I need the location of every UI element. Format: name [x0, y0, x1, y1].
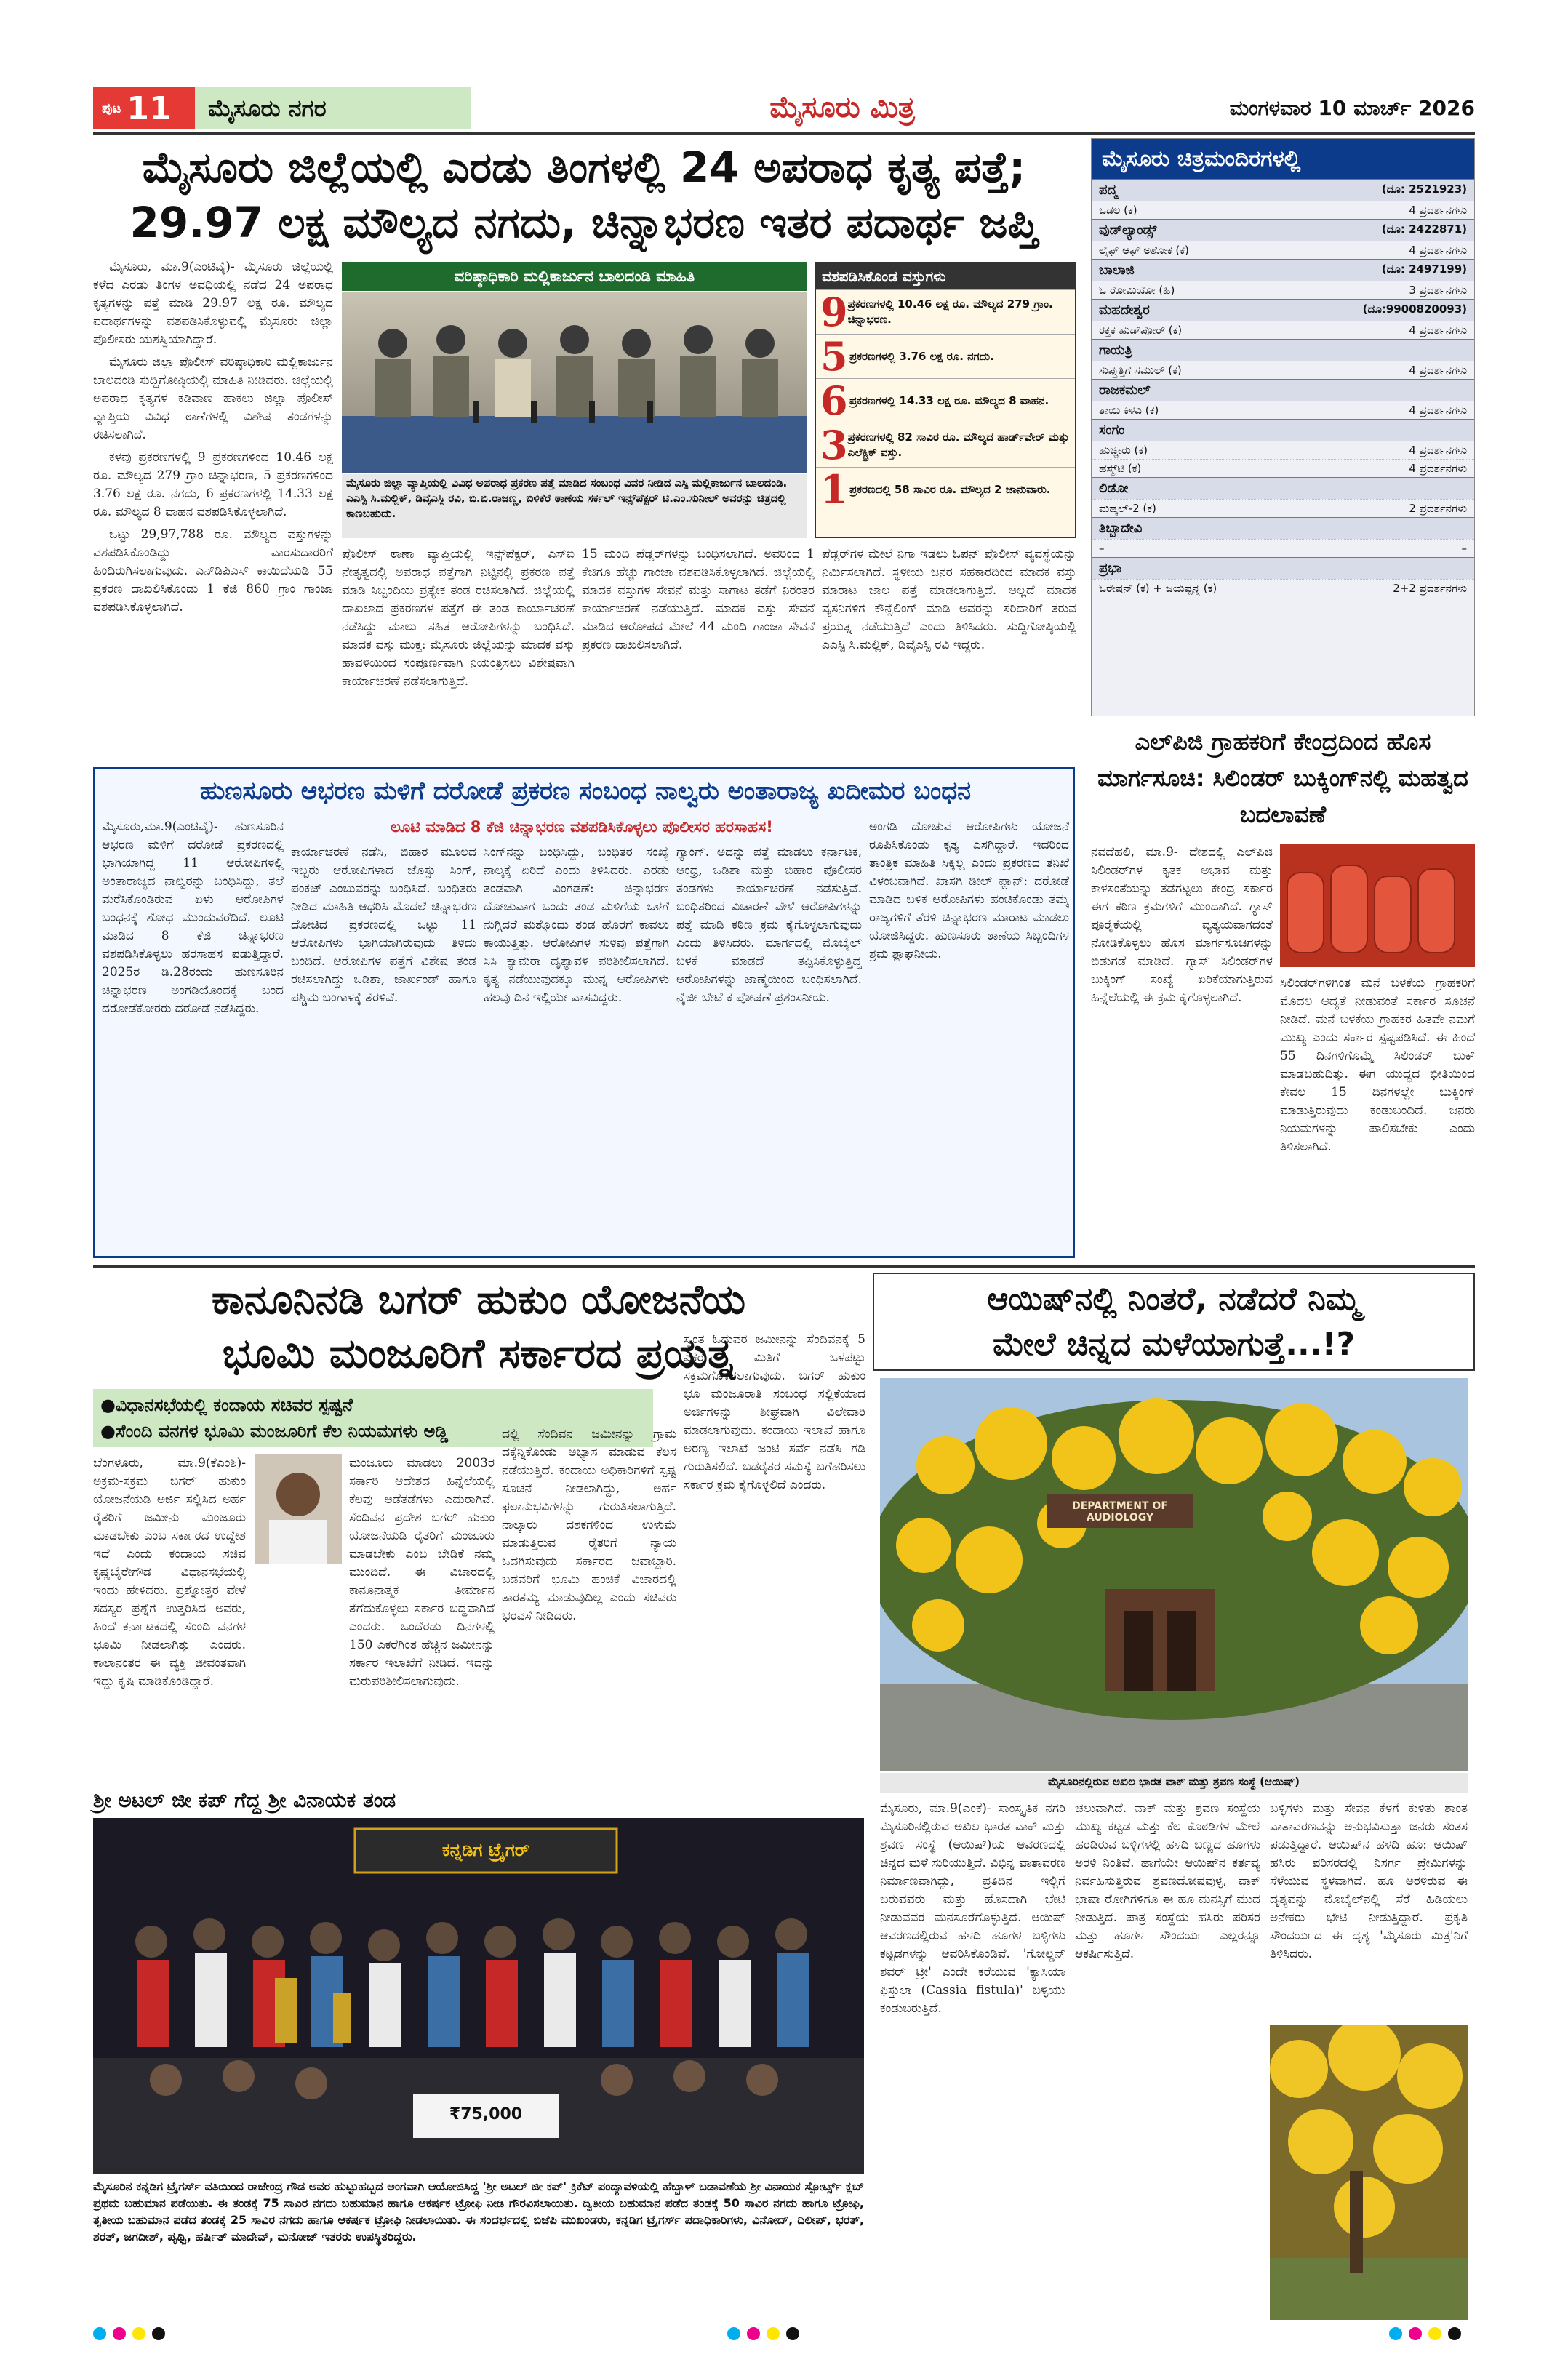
page-prefix: ಪುಟ	[102, 100, 121, 116]
yellow-dot	[132, 2327, 145, 2340]
hunsur-column-1: ಮೈಸೂರು,ಮಾ.9(ಎಂಟಿವೈ)- ಹುಣಸೂರಿನ ಆಭರಣ ಮಳಿಗೆ ದರೋಡೆ ಪ್ರಕರಣದಲ್ಲಿ ಭಾಗಿಯಾಗಿದ್ದ 11 ಆರೋಪಿಗಳಲ್ಲಿ ಅಂತಾರಾಜ್ಯದ ನಾಲ್ವರನ್ನು ಬಂಧಿಸಿದ್ದು, ತಲೆ ಮರೆಸಿಕೊಂಡಿರುವ ಏಳು ಆರೋಪಿಗಳ ಬಂಧನಕ್ಕೆ ಶೋಧ ಮುಂದುವರೆದಿದೆ. ಲೂಟಿ ಮಾಡಿದ 8 ಕೆಜಿ ಚಿನ್ನಾಭರಣ ವಶಪಡಿಸಿಕೊಳ್ಳಲು ಹರಸಾಹಸ ಪಡುತ್ತಿದ್ದಾರೆ. 2025ರ ಡಿ.28ರಂದು ಹುಣಸೂರಿನ ಚಿನ್ನಾಭರಣ ಅಂಗಡಿಯೊಂದಕ್ಕೆ ಬಂದ ದರೋಡೆಕೋರರು ದರೋಡೆ ನಡೆಸಿದ್ದರು.	[102, 820, 284, 1016]
cinema-film-row	[1092, 401, 1474, 419]
cinema-hall-name: ಮಹದೇಶ್ವರ	[1099, 303, 1150, 318]
lead-column-1	[93, 258, 333, 760]
seized-text: ಪ್ರಕರಣಗಳಲ್ಲಿ 82 ಸಾವಿರ ರೂ. ಮೌಲ್ಯದ ಹಾರ್ಡ್‌ವೇರ್ ಮತ್ತು ಎಲೆಕ್ಟ್ರಿಕ್ ವಸ್ತು.	[847, 431, 1069, 459]
lead-column-4: ಪೆಡ್ಲರ್‌ಗಳ ಮೇಲೆ ನಿಗಾ ಇಡಲು ಓಪನ್ ಪೊಲೀಸ್ ವ್ಯವಸ್ಥೆಯನ್ನು ನಿರ್ಮಿಸಲಾಗಿದೆ. ಸ್ಥಳೀಯ ಜನರ ಸಹಕಾರದಿಂದ ಮಾದಕ ವಸ್ತು ಮಾರಾಟ ಜಾಲ ಪತ್ತೆ ಮಾಡಲಾಗುತ್ತಿದೆ. ಅಲ್ಲದೆ ಮಾದಕ ವ್ಯಸನಿಗಳಿಗೆ ಕೌನ್ಸೆಲಿಂಗ್ ಮಾಡಿ ಅವರನ್ನು ಸರಿದಾರಿಗೆ ತರುವ ಪ್ರಯತ್ನ ನಡೆಯುತ್ತಿದೆ ಎಂದು ತಿಳಿಸಿದರು. ಸುದ್ದಿಗೋಷ್ಠಿಯಲ್ಲಿ ಎಎಸ್ಪಿ ಸಿ.ಮಲ್ಲಿಕ್, ಡಿವೈಎಸ್ಪಿ ರವಿ ಇದ್ದರು.	[822, 547, 1076, 652]
cinema-hall-header	[1092, 517, 1474, 539]
film-shows: 3 ಪ್ರದರ್ಶನಗಳು	[1409, 284, 1467, 297]
black-dot	[1448, 2327, 1461, 2340]
seized-count: 5	[820, 333, 848, 380]
issue-date: ಮಂಗಳವಾರ 10 ಮಾರ್ಚ್ 2026	[1229, 96, 1475, 120]
seized-text: ಪ್ರಕರಣಗಳಲ್ಲಿ 3.76 ಲಕ್ಷ ರೂ. ನಗದು.	[849, 349, 994, 363]
film-title: ಓ ರೋಮಿಯೋ (ಹಿ)	[1099, 284, 1175, 297]
hunsur-column-5: ಅಂಗಡಿ ದೋಚುವ ಆರೋಪಿಗಳು ಯೋಜನೆ ರೂಪಿಸಿಕೊಂಡು ಕೃತ್ಯ ಎಸಗಿದ್ದಾರೆ. ಇದರಿಂದ ತಾಂತ್ರಿಕ ಮಾಹಿತಿ ಸಿಕ್ಕಿಲ್ಲ ಎಂದು ಪ್ರಕರಣದ ತನಿಖೆ ವಿಳಂಬವಾಗಿದೆ. ಖಾಸಗಿ ಡೀಲ್ ಪ್ಲಾನ್: ದರೋಡೆ ಮಾಡಿದ ಬಳಿಕ ಆರೋಪಿಗಳು ಹಂಚಿಕೊಂಡು ತಮ್ಮ ರಾಜ್ಯಗಳಿಗೆ ತೆರಳಿ ಚಿನ್ನಾಭರಣ ಮಾರಾಟ ಮಾಡಲು ಯೋಜಿಸಿದ್ದರು. ಹುಣಸೂರು ಠಾಣೆಯ ಸಿಬ್ಬಂದಿಗಳ ಶ್ರಮ ಶ್ಲಾಘನೀಯ.	[869, 820, 1069, 961]
seized-count: 6	[820, 377, 848, 424]
golden-tree-illustration	[1270, 2025, 1468, 2320]
lead-column-2: ಪೊಲೀಸ್ ಠಾಣಾ ವ್ಯಾಪ್ತಿಯಲ್ಲಿ ಇನ್ಸ್‌ಪೆಕ್ಟರ್, ಎಸ್‌ಐ ನೇತೃತ್ವದಲ್ಲಿ ಅಪರಾಧ ಪತ್ತೆಗಾಗಿ ನಿಟ್ಟಿನಲ್ಲಿ ಪ್ರಕರಣ ಪತ್ತೆ ಮಾಡಿ ಸಿಬ್ಬಂದಿಯ ಪ್ರತ್ಯೇಕ ತಂಡ ರಚಿಸಲಾಗಿದೆ. ಜಿಲ್ಲೆಯಲ್ಲಿ ದಾಖಲಾದ ಪ್ರಕರಣಗಳ ಪತ್ತೆಗೆ ಈ ತಂಡ ಕಾರ್ಯಾಚರಣೆ ನಡೆಸಿದ್ದು ಮಾಲು ಸಹಿತ ಆರೋಪಿಗಳನ್ನು ಬಂಧಿಸಿದೆ. ಮಾದಕ ವಸ್ತು ಮುಕ್ತ: ಮೈಸೂರು ಜಿಲ್ಲೆಯನ್ನು ಮಾದಕ ವಸ್ತು ಹಾವಳಿಯಿಂದ ಸಂಪೂರ್ಣವಾಗಿ ನಿಯಂತ್ರಿಸಲು ವಿಶೇಷವಾಗಿ ಕಾರ್ಯಾಚರಣೆ ನಡೆಸಲಾಗುತ್ತಿದೆ.	[342, 547, 575, 689]
cinema-hall-header	[1092, 179, 1474, 201]
golden-headline-box	[873, 1273, 1475, 1371]
lead-para-2: ಮೈಸೂರು ಜಿಲ್ಲಾ ಪೊಲೀಸ್ ವರಿಷ್ಠಾಧಿಕಾರಿ ಮಲ್ಲಿಕಾರ್ಜುನ ಬಾಲದಂಡಿ ಸುದ್ದಿಗೋಷ್ಠಿಯಲ್ಲಿ ಮಾಹಿತಿ ನೀಡಿದರು. ಜಿಲ್ಲೆಯಲ್ಲಿ ಅಪರಾಧ ಕೃತ್ಯಗಳ ಕಡಿವಾಣ ಹಾಕಲು ಜಿಲ್ಲಾ ಪೊಲೀಸ್ ವ್ಯಾಪ್ತಿಯ ವಿವಿಧ ಠಾಣೆಗಳಲ್ಲಿ ವಿಶೇಷ ತಂಡಗಳನ್ನು ರಚಿಸಲಾಗಿದೆ.	[93, 355, 333, 442]
cinema-film-row	[1092, 459, 1474, 477]
aiish-building-photo	[880, 1378, 1468, 1771]
lead-column-3: 15 ಮಂದಿ ಪೆಡ್ಲರ್‌ಗಳನ್ನು ಬಂಧಿಸಲಾಗಿದೆ. ಅವರಿಂದ 1 ಕೆಜಿಗೂ ಹೆಚ್ಚು ಗಾಂಜಾ ವಶಪಡಿಸಿಕೊಳ್ಳಲಾಗಿದೆ. ಜಿಲ್ಲೆಯಲ್ಲಿ ಮಾದಕ ವಸ್ತುಗಳ ಸೇವನೆ ಮತ್ತು ಸಾಗಾಟ ತಡೆಗೆ ನಿರಂತರ ಕಾರ್ಯಾಚರಣೆ ನಡೆಯುತ್ತಿದೆ. ಮಾದಕ ವಸ್ತು ಸೇವನೆ ಮಾಡಿದ ಆರೋಪದ ಮೇಲೆ 44 ಮಂದಿ ಗಾಂಜಾ ಸೇವನೆ ಪ್ರಕರಣ ದಾಖಲಿಸಲಾಗಿದೆ.	[582, 547, 815, 652]
mid-rule	[93, 1265, 1475, 1268]
film-title: ತಾಯಿ ಕಿಳವಿ (ಕ)	[1099, 404, 1159, 417]
color-register-marks-left	[93, 2327, 172, 2343]
cinema-film-row	[1092, 321, 1474, 339]
housing-column-3: ದಲ್ಲಿ ಸೆಂದಿವನ ಜಮೀನನ್ನು ಗ್ರಾಮ ದಕ್ಕೆನ್ನಿಕೊಂಡು ಅಭ್ಯಾಸ ಮಾಡುವ ಕೆಲಸ ನಡೆಯುತ್ತಿದೆ. ಕಂದಾಯ ಅಧಿಕಾರಿಗಳಿಗೆ ಸ್ಪಷ್ಟ ಸೂಚನೆ ನೀಡಲಾಗಿದ್ದು, ಅರ್ಹ ಫಲಾನುಭವಿಗಳನ್ನು ಗುರುತಿಸಲಾಗುತ್ತಿದೆ. ನಾಲ್ಕಾರು ದಶಕಗಳಿಂದ ಉಳುಮೆ ಮಾಡುತ್ತಿರುವ ರೈತರಿಗೆ ನ್ಯಾಯ ಒದಗಿಸುವುದು ಸರ್ಕಾರದ ಜವಾಬ್ದಾರಿ. ಬಡವರಿಗೆ ಭೂಮಿ ಹಂಚಿಕೆ ವಿಚಾರದಲ್ಲಿ ತಾರತಮ್ಯ ಮಾಡುವುದಿಲ್ಲ ಎಂದು ಸಚಿವರು ಭರವಸೆ ನೀಡಿದರು.	[502, 1427, 676, 1623]
cinema-list	[1092, 179, 1474, 597]
cinema-film-row	[1092, 281, 1474, 299]
aiish-building-illustration	[880, 1378, 1468, 1771]
cyan-dot	[93, 2327, 106, 2340]
golden-column-3: ಬಳ್ಳಿಗಳು ಮತ್ತು ಸೇವನ ಕೆಳಗೆ ಕುಳಿತು ಶಾಂತ ವಾತಾವರಣವನ್ನು ಅನುಭವಿಸುತ್ತಾ ಜನರು ಸಂತಸ ಪಡುತ್ತಿದ್ದಾರೆ. ಆಯಿಷ್‌ನ ಹಳದಿ ಹೂ: ಆಯಿಷ್ ಹಸಿರು ಪರಿಸರದಲ್ಲಿ ನಿಸರ್ಗ ಪ್ರೇಮಿಗಳನ್ನು ಸೆಳೆಯುವ ಸ್ಥಳವಾಗಿದೆ. ಹೂ ಅರಳಿರುವ ಈ ದೃಶ್ಯವನ್ನು ಮೊಬೈಲ್‌ನಲ್ಲಿ ಸೆರೆ ಹಿಡಿಯಲು ಅನೇಕರು ಭೇಟಿ ನೀಡುತ್ತಿದ್ದಾರೆ. ಪ್ರಕೃತಿ ಸೌಂದರ್ಯದ ಈ ದೃಶ್ಯ 'ಮೈಸೂರು ಮಿತ್ರ'ನಿಗೆ ತಿಳಿಸಿದರು.	[1270, 1801, 1468, 1961]
film-shows: –	[1461, 542, 1467, 555]
cyan-dot	[1389, 2327, 1402, 2340]
film-shows: 4 ಪ್ರದರ್ಶನಗಳು	[1409, 324, 1467, 337]
film-shows: 4 ಪ್ರದರ್ಶನಗಳು	[1409, 462, 1467, 475]
film-shows: 4 ಪ್ರದರ್ಶನಗಳು	[1409, 244, 1467, 257]
cheque-amount: ₹75,000	[449, 2105, 523, 2123]
sports-headline: ಶ್ರೀ ಅಟಲ್ ಜೀ ಕಪ್ ಗೆದ್ದ ಶ್ರೀ ವಿನಾಯಕ ತಂಡ	[93, 1788, 396, 1812]
golden-headline-1: ಆಯಿಷ್‌ನಲ್ಲಿ ನಿಂತರೆ, ನಡೆದರೆ ನಿಮ್ಮ	[987, 1281, 1361, 1318]
press-meet-photo	[342, 292, 807, 473]
seized-title: ವಶಪಡಿಸಿಕೊಂಡ ವಸ್ತುಗಳು	[816, 263, 1075, 289]
seized-count: 9	[820, 289, 848, 335]
hunsur-column-4: ಗ್ಯಾಂಗ್. ಅದನ್ನು ಪತ್ತೆ ಮಾಡಲು ಕರ್ನಾಟಕ, ಆಂಧ್ರ, ಒಡಿಶಾ ಮತ್ತು ಬಿಹಾರ ಪೊಲೀಸರ ತಂಡಗಳು ಕಾರ್ಯಾಚರಣೆ ನಡೆಸುತ್ತಿವೆ. ಬಂಧಿತರಿಂದ ವಿಚಾರಣೆ ವೇಳೆ ಆರೋಪಿಗಳನ್ನು ಪತ್ತೆ ಮಾಡಿ ಕಠಿಣ ಕ್ರಮ ಕೈಗೊಳ್ಳಲಾಗುವುದು ಎಂದು ತಿಳಿಸಿದರು. ಮಾರ್ಗದಲ್ಲಿ ಮೊಬೈಲ್ ಬಳಕೆ ಮಾಡದೆ ತಪ್ಪಿಸಿಕೊಳ್ಳುತ್ತಿದ್ದ ಆರೋಪಿಗಳನ್ನು ಜಾಣ್ಮೆಯಿಂದ ಬಂಧಿಸಲಾಗಿದೆ. ನೈಜೀ ಬೇಟೆ ಕ ಪೋಷಣೆ ಪ್ರಶಂಸನೀಯ.	[676, 845, 862, 1005]
seized-box	[815, 262, 1076, 538]
film-title: ಹಸ್ಮ್‌ಟಿ (ಕ)	[1099, 462, 1142, 475]
cinema-hall-name: ಪದ್ಮ	[1099, 183, 1118, 198]
film-title: ಲೈಫ್ ಆಫ್ ಅಶೋಕ (ಕ)	[1099, 244, 1189, 257]
cinema-title: ಮೈಸೂರು ಚಿತ್ರಮಂದಿರಗಳಲ್ಲಿ	[1092, 139, 1474, 179]
cinema-hall-header	[1092, 259, 1474, 281]
team-banner-text: ಕನ್ನಡಿಗ ಟ್ರೈಗರ್	[441, 1840, 530, 1860]
seized-item	[816, 334, 1075, 378]
film-shows: 4 ಪ್ರದರ್ಶನಗಳು	[1409, 444, 1467, 457]
magenta-dot	[1409, 2327, 1422, 2340]
aiish-caption: ಮೈಸೂರಿನಲ್ಲಿರುವ ಅಖಿಲ ಭಾರತ ವಾಕ್ ಮತ್ತು ಶ್ರವಣ ಸಂಸ್ಥೆ (ಆಯಿಷ್)	[880, 1773, 1468, 1793]
sports-caption: ಮೈಸೂರಿನ ಕನ್ನಡಿಗ ಟ್ರೈಗರ್ಸ್ ವತಿಯಿಂದ ರಾಜೇಂದ್ರ ಗೌಡ ಅವರ ಹುಟ್ಟುಹಬ್ಬದ ಅಂಗವಾಗಿ ಆಯೋಜಿಸಿದ್ದ 'ಶ್ರೀ ಅಟಲ್ ಜೀ ಕಪ್' ಕ್ರಿಕೆಟ್ ಪಂದ್ಯಾವಳಿಯಲ್ಲಿ ಹೆಬ್ಬಾಳ್ ಬಡಾವಣೆಯ ಶ್ರೀ ವಿನಾಯಕ ಸ್ಪೋರ್ಟ್ಸ್ ಕ್ಲಬ್ ಪ್ರಥಮ ಬಹುಮಾನ ಪಡೆಯಿತು. ಈ ತಂಡಕ್ಕೆ 75 ಸಾವಿರ ನಗದು ಬಹುಮಾನ ಹಾಗೂ ಆಕರ್ಷಕ ಟ್ರೋಫಿ ನೀಡಿ ಗೌರವಿಸಲಾಯಿತು. ದ್ವಿತೀಯ ಬಹುಮಾನ ಪಡೆದ ತಂಡಕ್ಕೆ 50 ಸಾವಿರ ನಗದು ಹಾಗೂ ಟ್ರೋಫಿ, ತೃತೀಯ ಬಹುಮಾನ ಪಡೆದ ತಂಡಕ್ಕೆ 25 ಸಾವಿರ ನಗದು ಹಾಗೂ ಆಕರ್ಷಕ ಟ್ರೋಫಿ ನೀಡಲಾಯಿತು. ಈ ಸಂದರ್ಭದಲ್ಲಿ ಬಿಜೆಪಿ ಮುಖಂಡರು, ಕನ್ನಡಿಗ ಟ್ರೈಗರ್ಸ್ ಪದಾಧಿಕಾರಿಗಳು, ವಿನೋದ್, ದಿಲೀಪ್, ಭರತ್, ಶರತ್, ಜಗದೀಶ್, ಪೃಥ್ವಿ, ಹರ್ಷಿತ್ ಮಾದೇವ್, ಮನೋಜ್ ಇತರರು ಉಪಸ್ಥಿತರಿದ್ದರು.	[93, 2179, 864, 2243]
cinema-hall-name: ವುಡ್‌ಲ್ಯಾಂಡ್ಸ್	[1099, 223, 1157, 238]
gas-cylinders-photo	[1280, 844, 1475, 967]
cinema-hall-name: ಬಾಲಾಜಿ	[1099, 263, 1135, 278]
page-number: 11	[127, 89, 172, 127]
housing-column-2: ಮಂಜೂರು ಮಾಡಲು 2003ರ ಸರ್ಕಾರಿ ಆದೇಶದ ಹಿನ್ನೆಲೆಯಲ್ಲಿ ಕೆಲವು ಅಡೆತಡೆಗಳು ಎದುರಾಗಿವೆ. ಸೆಂದಿವನ ಪ್ರದೇಶ ಬಗರ್ ಹುಕುಂ ಯೋಜನೆಯಡಿ ರೈತರಿಗೆ ಮಂಜೂರು ಮಾಡಬೇಕು ಎಂಬ ಬೇಡಿಕೆ ನಮ್ಮ ಮುಂದಿದೆ. ಈ ವಿಚಾರದಲ್ಲಿ ಕಾನೂನಾತ್ಮಕ ತೀರ್ಮಾನ ತೆಗೆದುಕೊಳ್ಳಲು ಸರ್ಕಾರ ಬದ್ಧವಾಗಿದೆ ಎಂದರು. ಒಂದೆರಡು ದಿನಗಳಲ್ಲಿ 150 ಎಕರೆಗಿಂತ ಹೆಚ್ಚಿನ ಜಮೀನನ್ನು ಸರ್ಕಾರ ಇಲಾಖೆಗೆ ನೀಡಿದೆ. ಇದನ್ನು ಮರುಪರಿಶೀಲಿಸಲಾಗುವುದು.	[349, 1456, 495, 1689]
hunsur-column-3: ಸಿಂಗ್‌ನನ್ನು ಬಂಧಿಸಿದ್ದು, ಬಂಧಿತರ ಸಂಖ್ಯೆ ನಾಲ್ಕಕ್ಕೆ ಏರಿದೆ ಎಂದು ತಿಳಿಸಿದರು. ಎರಡು ತಂಡವಾಗಿ ವಿಂಗಡಣೆ: ಚಿನ್ನಾಭರಣ ದೋಚುವಾಗ ಒಂದು ತಂಡ ಮಳಿಗೆಯ ಒಳಗೆ ನುಗ್ಗಿದರೆ ಮತ್ತೊಂದು ತಂಡ ಹೊರಗೆ ಕಾವಲು ಕಾಯುತ್ತಿತ್ತು. ಆರೋಪಿಗಳ ಸುಳಿವು ಪತ್ತೆಗಾಗಿ ಸಿಸಿ ಕ್ಯಾಮರಾ ದೃಶ್ಯಾವಳಿ ಪರಿಶೀಲಿಸಲಾಗಿದೆ. ಕೃತ್ಯ ನಡೆಯುವುದಕ್ಕೂ ಮುನ್ನ ಆರೋಪಿಗಳು ಹಲವು ದಿನ ಇಲ್ಲಿಯೇ ವಾಸವಿದ್ದರು.	[484, 845, 669, 1005]
masthead: ಮೈಸೂರು ಮಿತ್ರ	[769, 90, 915, 124]
cinema-hall-phone: (ದೂ: 2497199)	[1381, 263, 1467, 276]
cinema-film-row	[1092, 579, 1474, 597]
cinema-film-row	[1092, 241, 1474, 259]
yellow-dot	[767, 2327, 780, 2340]
cinema-hall-header	[1092, 219, 1474, 241]
cyan-dot	[727, 2327, 740, 2340]
cinema-hall-header	[1092, 477, 1474, 499]
film-shows: 2+2 ಪ್ರದರ್ಶನಗಳು	[1393, 582, 1467, 595]
magenta-dot	[113, 2327, 126, 2340]
film-shows: 4 ಪ್ರದರ್ಶನಗಳು	[1409, 204, 1467, 217]
seized-count: 1	[820, 466, 848, 513]
cinema-box	[1091, 138, 1475, 716]
housing-column-4: ಸ್ವಂತ ಓದುವರ ಜಮೀನನ್ನು ಸೆಂದಿವನಕ್ಕೆ 5 ಎಕರೆ ಮಿತಿಗೆ ಒಳಪಟ್ಟು ಸಕ್ರಮಗೊಳಿಸಲಾಗುವುದು. ಬಗರ್ ಹುಕುಂ ಭೂ ಮಂಜೂರಾತಿ ಸಂಬಂಧ ಸಲ್ಲಿಕೆಯಾದ ಅರ್ಜಿಗಳನ್ನು ಶೀಘ್ರವಾಗಿ ವಿಲೇವಾರಿ ಮಾಡಲಾಗುವುದು. ಕಂದಾಯ ಇಲಾಖೆ ಹಾಗೂ ಅರಣ್ಯ ಇಲಾಖೆ ಜಂಟಿ ಸರ್ವೆ ನಡೆಸಿ ಗಡಿ ಗುರುತಿಸಲಿದೆ. ಬಡರೈತರ ಸಮಸ್ಯೆ ಬಗೆಹರಿಸಲು ಸರ್ಕಾರ ಕ್ರಮ ಕೈಗೊಳ್ಳಲಿದೆ ಎಂದರು.	[684, 1332, 865, 1492]
cinema-hall-header	[1092, 299, 1474, 321]
hunsur-subhead: ಲೂಟಿ ಮಾಡಿದ 8 ಕೆಜಿ ಚಿನ್ನಾಭರಣ ವಶಪಡಿಸಿಕೊಳ್ಳಲು ಪೊಲೀಸರ ಹರಸಾಹಸ!	[391, 818, 773, 836]
yellow-dot	[1428, 2327, 1441, 2340]
page-number-box	[93, 87, 195, 129]
cinema-hall-header	[1092, 419, 1474, 441]
section-tab	[195, 87, 471, 129]
golden-column-2: ಚಲುವಾಗಿದೆ. ವಾಕ್ ಮತ್ತು ಶ್ರವಣ ಸಂಸ್ಥೆಯ ಮುಖ್ಯ ಕಟ್ಟಡ ಮತ್ತು ಕೆಲ ಕೊಠಡಿಗಳ ಮೇಲೆ ಹರಡಿರುವ ಬಳ್ಳಿಗಳಲ್ಲಿ ಹಳದಿ ಬಣ್ಣದ ಹೂಗಳು ಅರಳಿ ನಿಂತಿವೆ. ಹಾಗೆಯೇ ಆಯಿಷ್‌ನ ಕರ್ತವ್ಯ ನಿರ್ವಹಿಸುತ್ತಿರುವ ಶ್ರವಣದೋಷವುಳ್ಳ, ವಾಕ್ ಭಾಷಾ ರೋಗಿಗಳಿಗೂ ಈ ಹೂ ಮನಸ್ಸಿಗೆ ಮುದ ನೀಡುತ್ತಿದೆ. ಪಾತ್ರ ಸಂಸ್ಥೆಯ ಹಸಿರು ಪರಿಸರ ಮತ್ತು ಹೂಗಳ ಸೌಂದರ್ಯ ಎಲ್ಲರನ್ನೂ ಆಕರ್ಷಿಸುತ್ತಿದೆ.	[1075, 1801, 1260, 1961]
seized-text: ಪ್ರಕರಣಗಳಲ್ಲಿ 14.33 ಲಕ್ಷ ರೂ. ಮೌಲ್ಯದ 8 ವಾಹನ.	[849, 393, 1049, 407]
minister-photo	[255, 1454, 342, 1564]
lpg-column-2: ಸಿಲಿಂಡರ್‌ಗಳಿಗಿಂತ ಮನೆ ಬಳಕೆಯ ಗ್ರಾಹಕರಿಗೆ ಮೊದಲ ಆದ್ಯತೆ ನೀಡುವಂತೆ ಸರ್ಕಾರ ಸೂಚನೆ ನೀಡಿದೆ. ಮನೆ ಬಳಕೆಯ ಗ್ರಾಹಕರ ಹಿತವೇ ನಮಗೆ ಮುಖ್ಯ ಎಂದು ಸರ್ಕಾರ ಸ್ಪಷ್ಟಪಡಿಸಿದೆ. ಈ ಹಿಂದೆ 55 ದಿನಗಳಿಗೊಮ್ಮೆ ಸಿಲಿಂಡರ್ ಬುಕ್ ಮಾಡಬಹುದಿತ್ತು. ಈಗ ಯುದ್ಧದ ಭೀತಿಯಿಂದ ಕೇವಲ 15 ದಿನಗಳಲ್ಲೇ ಬುಕ್ಕಿಂಗ್ ಮಾಡುತ್ತಿರುವುದು ಕಂಡುಬಂದಿದೆ. ಜನರು ನಿಯಮಗಳನ್ನು ಪಾಲಿಸಬೇಕು ಎಂದು ತಿಳಿಸಲಾಗಿದೆ.	[1280, 976, 1475, 1154]
housing-bullet-1: ●ವಿಧಾನಸಭೆಯಲ್ಲಿ ಕಂದಾಯ ಸಚಿವರ ಸ್ಪಷ್ಟನೆ	[100, 1395, 353, 1415]
housing-column-1: ಬೆಂಗಳೂರು, ಮಾ.9(ಕೆಎಂಶಿ)- ಅಕ್ರಮ-ಸಕ್ರಮ ಬಗರ್ ಹುಕುಂ ಯೋಜನೆಯಡಿ ಅರ್ಜಿ ಸಲ್ಲಿಸಿದ ಅರ್ಹ ರೈತರಿಗೆ ಜಮೀನು ಮಂಜೂರು ಮಾಡಬೇಕು ಎಂಬ ಸರ್ಕಾರದ ಉದ್ದೇಶ ಇದೆ ಎಂದು ಕಂದಾಯ ಸಚಿವ ಕೃಷ್ಣಬೈರೇಗೌಡ ವಿಧಾನಸಭೆಯಲ್ಲಿ ಇಂದು ಹೇಳಿದರು. ಪ್ರಶ್ನೋತ್ತರ ವೇಳೆ ಸದಸ್ಯರ ಪ್ರಶ್ನೆಗೆ ಉತ್ತರಿಸಿದ ಅವರು, ಹಿಂದೆ ಕರ್ನಾಟಕದಲ್ಲಿ ಸೆಂಂದಿ ವನಗಳ ಭೂಮಿ ನೀಡಲಾಗಿತ್ತು ಎಂದರು. ಕಾಲಾನಂತರ ಈ ವ್ಯಕ್ತಿ ಜೀವಂತವಾಗಿ ಇದ್ದು ಕೃಷಿ ಮಾಡಿಕೊಂಡಿದ್ದಾರೆ.	[93, 1456, 246, 1689]
film-title: ಮಹ್ಕಲ್-2 (ಕ)	[1099, 502, 1156, 515]
color-register-marks-right	[1389, 2327, 1468, 2343]
film-title: ಸುಪ್ತುತ್ತಿಗೆ ಸಮುಲ್ (ಕ)	[1099, 364, 1182, 377]
seized-count: 3	[820, 422, 848, 468]
color-register-marks-center	[727, 2327, 806, 2343]
film-title: ಒಡಲ (ಕ)	[1099, 204, 1137, 217]
press-meet-illustration	[342, 292, 807, 473]
cinema-film-row	[1092, 441, 1474, 459]
lead-headline-2: 29.97 ಲಕ್ಷ ಮೌಲ್ಯದ ನಗದು, ಚಿನ್ನಾಭರಣ ಇತರ ಪದಾರ್ಥ ಜಪ್ತಿ	[129, 198, 1039, 247]
film-title: –	[1099, 542, 1105, 555]
lead-photo-banner: ವರಿಷ್ಠಾಧಿಕಾರಿ ಮಲ್ಲಿಕಾರ್ಜುನ ಬಾಲದಂಡಿ ಮಾಹಿತಿ	[342, 262, 807, 291]
lead-para-4: ಒಟ್ಟು 29,97,788 ರೂ. ಮೌಲ್ಯದ ವಸ್ತುಗಳನ್ನು ವಶಪಡಿಸಿಕೊಂಡಿದ್ದು ವಾರಸುದಾರರಿಗೆ ಹಿಂದಿರುಗಿಸಲಾಗುವುದು. ಎನ್‌ಡಿಪಿಎಸ್ ಕಾಯಿದೆಯಡಿ 55 ಪ್ರಕರಣ ದಾಖಲಿಸಿಕೊಂಡು 1 ಕೆಜಿ 860 ಗ್ರಾಂ ಗಾಂಜಾ ವಶಪಡಿಸಿಕೊಳ್ಳಲಾಗಿದೆ.	[93, 527, 333, 614]
golden-headline-2: ಮೇಲೆ ಚಿನ್ನದ ಮಳೆಯಾಗುತ್ತೆ...!?	[992, 1326, 1356, 1363]
cinema-hall-header	[1092, 557, 1474, 579]
section-name: ಮೈಸೂರು ನಗರ	[208, 94, 327, 122]
cinema-film-row	[1092, 201, 1474, 219]
cinema-hall-name: ತಿಬ್ಬಾದೇವಿ	[1099, 521, 1143, 536]
gas-cylinders-illustration	[1280, 844, 1475, 967]
seized-item	[816, 378, 1075, 423]
hunsur-headline: ಹುಣಸೂರು ಆಭರಣ ಮಳಿಗೆ ದರೋಡೆ ಪ್ರಕರಣ ಸಂಬಂಧ ನಾಲ್ವರು ಅಂತಾರಾಜ್ಯ ಖದೀಮರ ಬಂಧನ	[199, 777, 972, 806]
seized-item	[816, 467, 1075, 511]
cinema-hall-phone: (ದೂ: 2422871)	[1381, 223, 1467, 236]
cinema-film-row	[1092, 539, 1474, 557]
lpg-headline: ಎಲ್‌ಪಿಜಿ ಗ್ರಾಹಕರಿಗೆ ಕೇಂದ್ರದಿಂದ ಹೊಸ ಮಾರ್ಗಸೂಚಿ: ಸಿಲಿಂಡರ್ ಬುಕ್ಕಿಂಗ್‌ನಲ್ಲಿ ಮಹತ್ವದ ಬದಲಾವಣೆ	[1097, 728, 1468, 828]
seized-text: ಪ್ರಕರಣದಲ್ಲಿ 58 ಸಾವಿರ ರೂ. ಮೌಲ್ಯದ 2 ಜಾನುವಾರು.	[849, 482, 1051, 496]
page-header	[93, 87, 1475, 131]
lead-para-3: ಕಳವು ಪ್ರಕರಣಗಳಲ್ಲಿ 9 ಪ್ರಕರಣಗಳಿಂದ 10.46 ಲಕ್ಷ ರೂ. ಮೌಲ್ಯದ 279 ಗ್ರಾಂ ಚಿನ್ನಾಭರಣ, 5 ಪ್ರಕರಣಗಳಿಂದ 3.76 ಲಕ್ಷ ರೂ. ನಗದು, 6 ಪ್ರಕರಣಗಳಲ್ಲಿ 14.33 ಲಕ್ಷ ರೂ. ಮೌಲ್ಯದ 8 ವಾಹನ ವಶಪಡಿಸಿಕೊಳ್ಳಲಾಗಿದೆ.	[93, 450, 333, 519]
black-dot	[786, 2327, 799, 2340]
lpg-column-1: ನವದೆಹಲಿ, ಮಾ.9- ದೇಶದಲ್ಲಿ ಎಲ್‌ಪಿಜಿ ಸಿಲಿಂಡರ್‌ಗಳ ಕೃತಕ ಅಭಾವ ಮತ್ತು ಕಾಳಸಂತೆಯನ್ನು ತಡೆಗಟ್ಟಲು ಕೇಂದ್ರ ಸರ್ಕಾರ ಈಗ ಕಠಿಣ ಕ್ರಮಗಳಿಗೆ ಮುಂದಾಗಿದೆ. ಗ್ಯಾಸ್ ಪೂರೈಕೆಯಲ್ಲಿ ವ್ಯತ್ಯಯವಾಗದಂತೆ ನೋಡಿಕೊಳ್ಳಲು ಹೊಸ ಮಾರ್ಗಸೂಚಿಗಳನ್ನು ಬಿಡುಗಡೆ ಮಾಡಿದೆ. ಗ್ಯಾಸ್ ಸಿಲಿಂಡರ್‌ಗಳ ಬುಕ್ಕಿಂಗ್ ಸಂಖ್ಯೆ ಏರಿಕೆಯಾಗುತ್ತಿರುವ ಹಿನ್ನೆಲೆಯಲ್ಲಿ ಈ ಕ್ರಮ ಕೈಗೊಳ್ಳಲಾಗಿದೆ.	[1091, 845, 1273, 1005]
lead-headline-1: ಮೈಸೂರು ಜಿಲ್ಲೆಯಲ್ಲಿ ಎರಡು ತಿಂಗಳಲ್ಲಿ 24 ಅಪರಾಧ ಕೃತ್ಯ ಪತ್ತೆ;	[142, 143, 1026, 192]
cinema-hall-header	[1092, 339, 1474, 361]
press-meet-caption: ಮೈಸೂರು ಜಿಲ್ಲಾ ವ್ಯಾಪ್ತಿಯಲ್ಲಿ ವಿವಿಧ ಅಪರಾಧ ಪ್ರಕರಣ ಪತ್ತೆ ಮಾಡಿದ ಸಂಬಂಧ ವಿವರ ನೀಡಿದ ಎಸ್ಪಿ ಮಲ್ಲಿಕಾರ್ಜುನ ಬಾಲದಂಡಿ. ಎಎಸ್ಪಿ ಸಿ.ಮಲ್ಲಿಕ್, ಡಿವೈಎಸ್ಪಿ ರವಿ, ಬಿ.ಬಿ.ರಾಜಣ್ಣ, ಬಿಳಿಕೆರೆ ಠಾಣೆಯ ಸರ್ಕಲ್ ಇನ್ಸ್‌ಪೆಕ್ಟರ್ ಟಿ.ಎಂ.ಸುನೀಲ್ ಅವರನ್ನು ಚಿತ್ರದಲ್ಲಿ ಕಾಣಬಹುದು.	[342, 474, 807, 538]
cinema-hall-name: ರಾಜಕಮಲ್	[1099, 383, 1151, 398]
cinema-hall-header	[1092, 379, 1474, 401]
cricket-team-photo	[93, 1818, 864, 2174]
cinema-film-row	[1092, 361, 1474, 379]
minister-portrait	[255, 1454, 342, 1564]
header-rule	[93, 132, 1475, 135]
film-title: ಓರೇಷನ್ (ಕ) + ಜಯಪ್ಪನ್ನ (ಕ)	[1099, 582, 1217, 595]
cinema-hall-name: ಗಾಯತ್ರಿ	[1099, 343, 1132, 358]
cinema-hall-phone: (ದೂ: 2521923)	[1381, 183, 1467, 196]
film-shows: 4 ಪ್ರದರ್ಶನಗಳು	[1409, 404, 1467, 417]
film-shows: 2 ಪ್ರದರ್ಶನಗಳು	[1409, 502, 1467, 515]
seized-item	[816, 289, 1075, 334]
seized-text: ಪ್ರಕರಣಗಳಲ್ಲಿ 10.46 ಲಕ್ಷ ರೂ. ಮೌಲ್ಯದ 279 ಗ್ರಾಂ. ಚಿನ್ನಾಭರಣ.	[847, 297, 1053, 326]
housing-headline-1: ಕಾನೂನಿನಡಿ ಬಗರ್ ಹುಕುಂ ಯೋಜನೆಯ	[211, 1276, 746, 1324]
film-shows: 4 ಪ್ರದರ್ಶನಗಳು	[1409, 364, 1467, 377]
cinema-film-row	[1092, 499, 1474, 517]
golden-tree-photo	[1270, 2025, 1468, 2320]
magenta-dot	[747, 2327, 760, 2340]
housing-headline-2: ಭೂಮಿ ಮಂಜೂರಿಗೆ ಸರ್ಕಾರದ ಪ್ರಯತ್ನ	[222, 1330, 735, 1377]
cinema-hall-name: ಸಂಗಂ	[1099, 423, 1125, 438]
housing-bullet-2: ●ಸೆಂಂದಿ ವನಗಳ ಭೂಮಿ ಮಂಜೂರಿಗೆ ಕೆಲ ನಿಯಮಗಳು ಅಡ್ಡಿ	[100, 1421, 449, 1441]
department-sign: DEPARTMENT OF AUDIOLOGY	[1072, 1500, 1168, 1524]
seized-item	[816, 423, 1075, 467]
hunsur-column-2: ಕಾರ್ಯಾಚರಣೆ ನಡೆಸಿ, ಬಿಹಾರ ಮೂಲದ ಇಬ್ಬರು ಆರೋಪಿಗಳಾದ ಜೊಸ್ಸು ಸಿಂಗ್, ಪಂಕಜ್ ಎಂಬುವರನ್ನು ಬಂಧಿಸಿದೆ. ಬಂಧಿತರು ನೀಡಿದ ಮಾಹಿತಿ ಆಧರಿಸಿ ಮೊದಲೆ ಚಿನ್ನಾಭರಣ ದೋಚಿದ ಪ್ರಕರಣದಲ್ಲಿ ಒಟ್ಟು 11 ಆರೋಪಿಗಳು ಭಾಗಿಯಾಗಿರುವುದು ತಿಳಿದು ಬಂದಿದೆ. ಆರೋಪಿಗಳ ಪತ್ತೆಗೆ ವಿಶೇಷ ತಂಡ ರಚಿಸಲಾಗಿದ್ದು ಒಡಿಶಾ, ಜಾರ್ಖಂಡ್ ಹಾಗೂ ಪಶ್ಚಿಮ ಬಂಗಾಳಕ್ಕೆ ತೆರಳಿವೆ.	[291, 845, 476, 1005]
film-title: ರಕ್ತಕ ಹುಡ್‌ಪೋರ್ (ಕ)	[1099, 324, 1183, 337]
cinema-hall-name: ಪ್ರಭಾ	[1099, 561, 1121, 576]
cinema-hall-phone: (ದೂ:9900820093)	[1362, 303, 1467, 316]
cinema-hall-name: ಲಿಡೋ	[1099, 481, 1129, 496]
film-title: ಹುಚ್ಚೀರು (ಕ)	[1099, 444, 1148, 457]
black-dot	[152, 2327, 165, 2340]
golden-column-1: ಮೈಸೂರು, ಮಾ.9(ಎಂಕೆ)- ಸಾಂಸ್ಕೃತಿಕ ನಗರಿ ಮೈಸೂರಿನಲ್ಲಿರುವ ಅಖಿಲ ಭಾರತ ವಾಕ್ ಮತ್ತು ಶ್ರವಣ ಸಂಸ್ಥೆ (ಆಯಿಷ್)ಯ ಆವರಣದಲ್ಲಿ ಚಿನ್ನದ ಮಳೆ ಸುರಿಯುತ್ತಿದೆ. ವಿಭಿನ್ನ ವಾತಾವರಣ ನಿರ್ಮಾಣವಾಗಿದ್ದು, ಪ್ರತಿದಿನ ಇಲ್ಲಿಗೆ ಬರುವವರು ಮತ್ತು ಹೊಸದಾಗಿ ಭೇಟಿ ನೀಡುವವರ ಮನಸೂರೆಗೊಳ್ಳುತ್ತಿದೆ. ಆಯಿಷ್ ಆವರಣದಲ್ಲಿರುವ ಹಳದಿ ಹೂಗಳ ಬಳ್ಳಿಗಳು ಕಟ್ಟಡಗಳನ್ನು ಆವರಿಸಿಕೊಂಡಿವೆ. 'ಗೋಲ್ಡನ್ ಶವರ್ ಟ್ರೀ' ಎಂದೇ ಕರೆಯುವ 'ಕ್ಯಾಸಿಯಾ ಫಿಸ್ತುಲಾ (Cassia fistula)' ಬಳ್ಳಿಯು ಕಂಡುಬರುತ್ತಿದೆ.	[880, 1801, 1065, 2016]
lead-para-1: ಮೈಸೂರು, ಮಾ.9(ಎಂಟಿವೈ)- ಮೈಸೂರು ಜಿಲ್ಲೆಯಲ್ಲಿ ಕಳೆದ ಎರಡು ತಿಂಗಳ ಅವಧಿಯಲ್ಲಿ ನಡೆದ 24 ಅಪರಾಧ ಕೃತ್ಯಗಳನ್ನು ಪತ್ತೆ ಮಾಡಿ 29.97 ಲಕ್ಷ ರೂ. ಮೌಲ್ಯದ ಪದಾರ್ಥಗಳನ್ನು ವಶಪಡಿಸಿಕೊಳ್ಳುವಲ್ಲಿ ಮೈಸೂರು ಜಿಲ್ಲಾ ಪೊಲೀಸರು ಯಶಸ್ವಿಯಾಗಿದ್ದಾರೆ.	[93, 260, 333, 347]
